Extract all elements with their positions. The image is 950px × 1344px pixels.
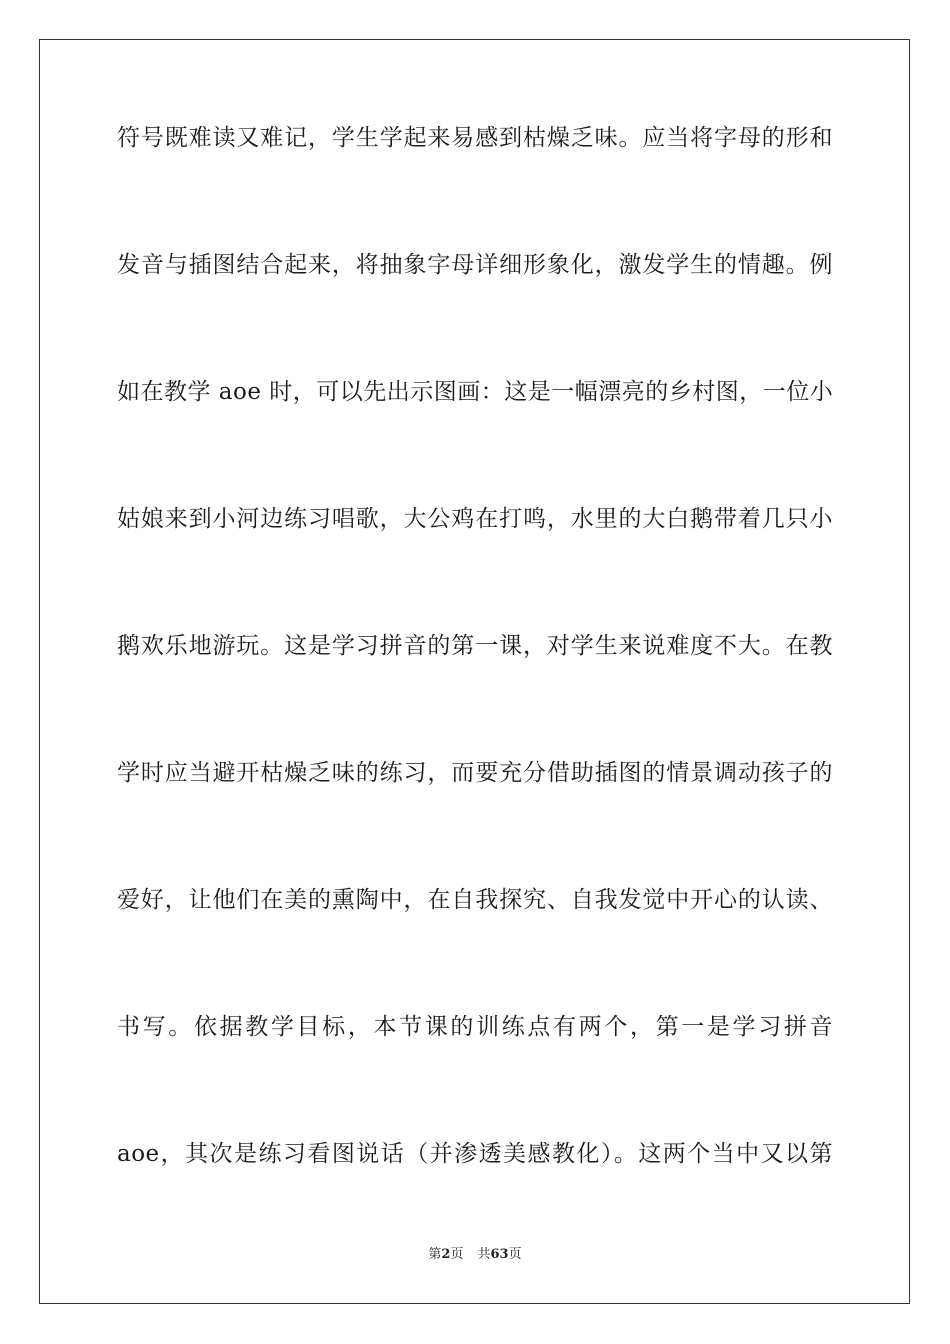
- text-line-4: 姑娘来到小河边练习唱歌，大公鸡在打鸣，水里的大白鹅带着几只小: [117, 506, 833, 532]
- text-line-1: 符号既难读又难记，学生学起来易感到枯燥乏味。应当将字母的形和: [117, 125, 833, 151]
- page-suffix: 页: [450, 1247, 464, 1262]
- text-line-6: 学时应当避开枯燥乏味的练习，而要充分借助插图的情景调动孩子的: [117, 760, 833, 786]
- total-prefix: 共: [477, 1247, 491, 1262]
- total-pages: 63: [490, 1247, 509, 1262]
- page-footer: [0, 1246, 950, 1264]
- text-line-7: 爱好，让他们在美的熏陶中，在自我探究、自我发觉中开心的认读、: [117, 887, 833, 913]
- text-line-8: 书写。依据教学目标，本节课的训练点有两个，第一是学习拼音: [117, 1014, 833, 1040]
- text-line-3: 如在教学 aoe 时，可以先出示图画：这是一幅漂亮的乡村图，一位小: [117, 379, 834, 405]
- page-number: 2: [441, 1247, 451, 1262]
- text-line-5: 鹅欢乐地游玩。这是学习拼音的第一课，对学生来说难度不大。在教: [117, 633, 833, 659]
- body-text: [117, 123, 833, 1266]
- text-line-9: aoe，其次是练习看图说话（并渗透美感教化）。这两个当中又以第: [117, 1141, 833, 1167]
- total-suffix: 页: [508, 1247, 522, 1262]
- text-line-2: 发音与插图结合起来，将抽象字母详细形象化，激发学生的情趣。例: [117, 252, 833, 278]
- page-prefix: 第: [428, 1247, 442, 1262]
